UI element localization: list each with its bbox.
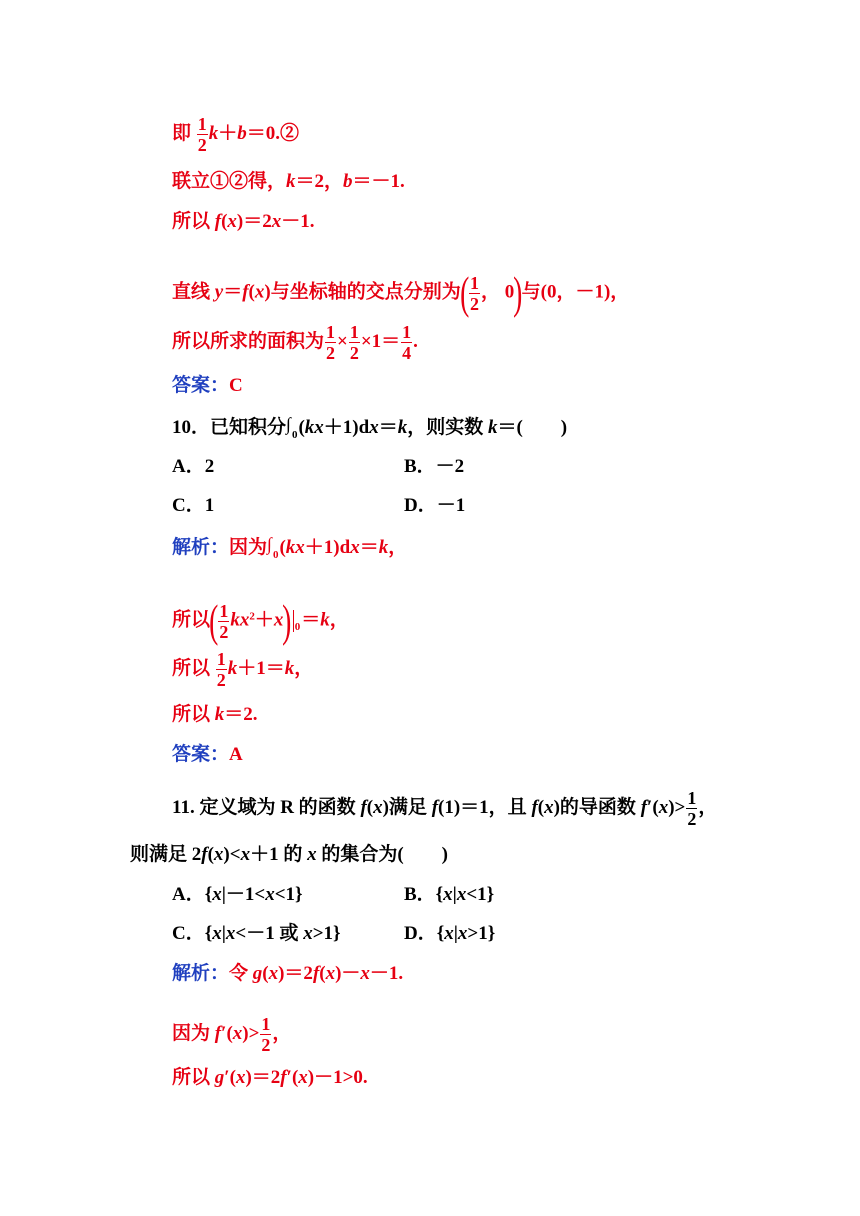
solution-line-5: 所以所求的面积为 $\frac{1}{2}$ × $\frac{1}{2}$ ×1＝ $\frac{1}{4}$ .	[172, 322, 418, 363]
q11-stem-2: 则满足 2f(x)<x＋1 的 x 的集合为( )	[130, 844, 448, 865]
left-paren: (	[459, 267, 469, 318]
solution-line-4: 直线 y＝f(x)与坐标轴的交点分别为( $\frac{1}{2}$ ， 0)与(0，－1)，	[172, 267, 630, 318]
answer-line-q10: 答案：A	[172, 744, 243, 765]
integral-sign: ∫	[286, 414, 291, 434]
var-k: k	[208, 122, 219, 144]
option-a[interactable]: A．2	[172, 456, 215, 477]
answer-label: 答案：	[172, 375, 230, 396]
option-c[interactable]: C．1	[172, 495, 215, 516]
q10-solution-3: 所以 $\frac{1}{2}$ k＋1＝k，	[172, 649, 314, 690]
option-d[interactable]: D．{x|x>1}	[404, 923, 496, 944]
option-d[interactable]: D．－1	[404, 495, 466, 516]
answer-value: C	[229, 375, 243, 396]
text: 即	[172, 122, 192, 144]
option-b[interactable]: B．－2	[404, 456, 465, 477]
q11-solution-2: 因为 f′(x)> $\frac{1}{2}$ ，	[172, 1014, 292, 1055]
q11-solution-3: 所以 g′(x)＝2f′(x)－1>0.	[172, 1067, 368, 1088]
var-b: b	[237, 122, 247, 144]
analysis-label: 解析：	[172, 963, 230, 984]
q11-solution-1: 解析：令 g(x)＝2f(x)－x－1.	[172, 963, 404, 984]
fraction-one-half: $\frac{1}{2}$	[197, 114, 207, 155]
q10-solution-4: 所以 k＝2.	[172, 704, 258, 725]
q10-stem: 10．已知积分$\int_0(kx+1)dx=k$，则实数 k＝( )	[172, 414, 568, 441]
right-paren: )	[513, 267, 523, 318]
q10-options-row-1	[172, 455, 672, 479]
option-c[interactable]: C．{x|x<－1 或 x>1}	[172, 923, 341, 944]
answer-line-q9	[172, 374, 243, 398]
option-a[interactable]: A．{x|－1<x<1}	[172, 884, 303, 905]
q11-stem: 11. 定义域为 R 的函数 f(x)满足 f(1)＝1，且 f(x)的导函数 f′(x)> $\frac{1}{2}$ ，	[172, 788, 718, 829]
q10-solution-2: 所以( $\frac{1}{2}$ $kx^2+x$) $_0$＝k，	[172, 595, 349, 646]
analysis-label: 解析：	[172, 537, 230, 558]
q11-options-row-1	[172, 883, 672, 907]
q10-solution-1: 解析：因为$\int_0(kx+1)dx=k$，	[172, 534, 408, 561]
solution-line-2: 联立①②得，k＝2，b＝－1.	[172, 171, 405, 192]
solution-line-3: 所以 f(x)＝2x－1.	[172, 211, 315, 232]
option-b[interactable]: B．{x|x<1}	[404, 884, 495, 905]
q10-options-row-2	[172, 494, 672, 518]
q11-options-row-2	[172, 922, 672, 946]
solution-line-1: 即 $\frac{1}{2}$ k＋b＝0.②	[172, 114, 300, 155]
